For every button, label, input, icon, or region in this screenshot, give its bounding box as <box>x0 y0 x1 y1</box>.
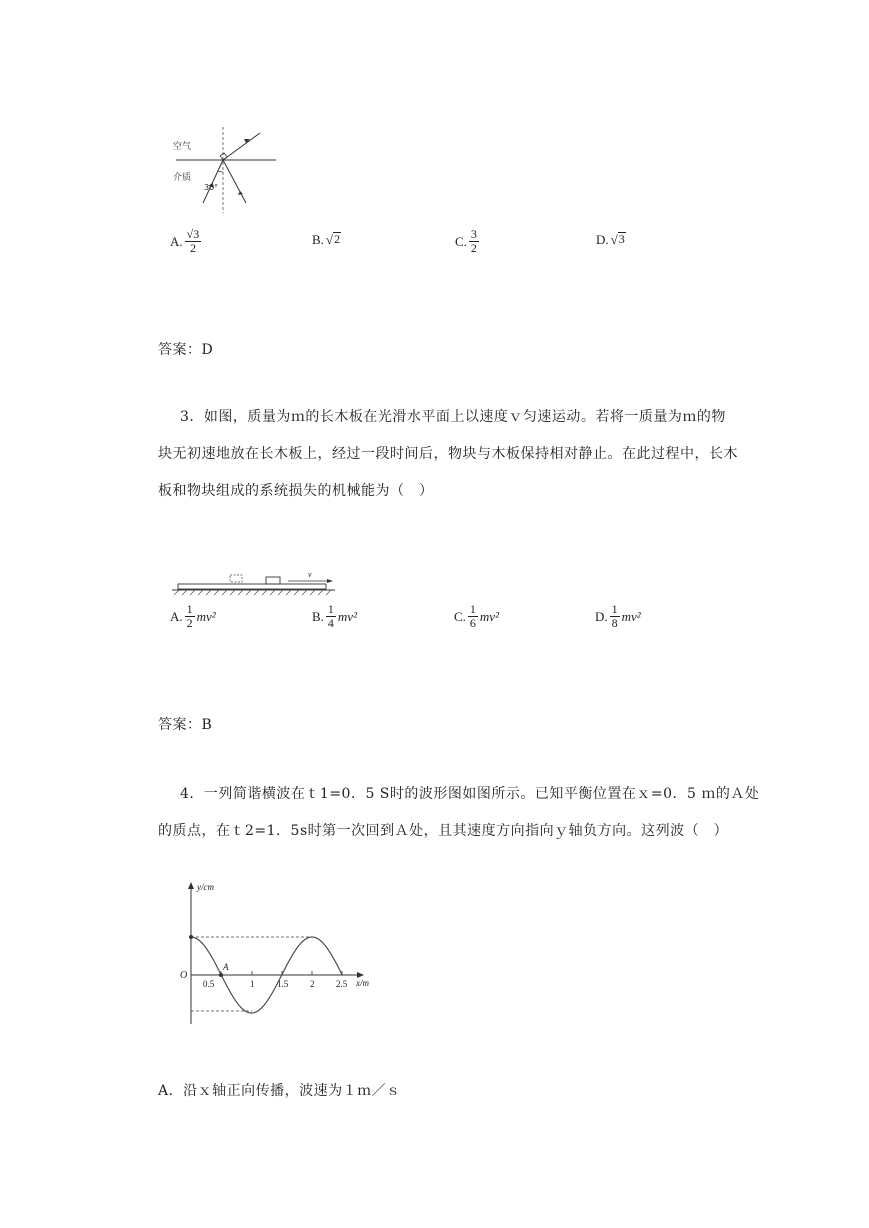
q3-line-1: 3．如图，质量为ｍ的长木板在光滑水平面上以速度ｖ匀速运动。若将一质量为ｍ的物 <box>180 409 726 425</box>
q3-option-c[interactable] <box>454 603 499 630</box>
long-board <box>178 584 326 589</box>
incident-ray <box>203 160 223 203</box>
option-tail: mv² <box>337 608 357 624</box>
q2-answer: 答案：D <box>158 342 214 358</box>
radical: √ 3 <box>610 232 625 247</box>
arrow-head <box>327 579 333 583</box>
fraction <box>469 228 479 255</box>
ground-hatch <box>174 590 331 595</box>
option-letter: A. <box>170 608 183 624</box>
numerator: 1 <box>611 602 618 616</box>
option-letter: B. <box>312 608 324 624</box>
numerator: √3 <box>186 227 200 241</box>
numerator: 1 <box>327 602 334 616</box>
option-letter: D. <box>596 232 609 247</box>
radical: √ 2 <box>325 232 341 247</box>
numerator: 3 <box>470 227 477 241</box>
q3-answer: 答案：B <box>158 717 213 733</box>
q4-line-2: 的质点，在ｔ2=1．5s时第一次回到Ａ处，且其速度方向指向ｙ轴负方向。这列波（ ） <box>158 823 729 839</box>
origin-label: O <box>180 970 188 981</box>
option-letter: D. <box>595 608 608 624</box>
tick-label: 2 <box>310 979 315 989</box>
option-tail: mv² <box>479 608 499 624</box>
denominator: 2 <box>470 241 477 255</box>
denominator: 8 <box>611 616 618 630</box>
wave-graph <box>180 880 380 1030</box>
option-tail: mv² <box>621 608 641 624</box>
angle-arc <box>218 171 223 172</box>
option-letter: A. <box>170 233 183 249</box>
air-label: 空气 <box>173 142 192 152</box>
angle-label: 30° <box>204 183 219 192</box>
fraction <box>610 603 620 630</box>
medium-label: 介质 <box>173 173 192 183</box>
denominator: 4 <box>327 616 334 630</box>
tick-label: 0.5 <box>203 979 215 989</box>
y-axis-arrow <box>188 882 194 889</box>
board-diagram <box>170 572 340 598</box>
block-dashed <box>230 575 242 582</box>
numerator: 1 <box>469 602 476 616</box>
option-letter: C. <box>454 608 466 624</box>
tick-label: 1 <box>250 979 255 989</box>
radicand: 2 <box>334 232 341 246</box>
q2-option-c[interactable] <box>455 228 479 255</box>
velocity-label: v <box>308 570 312 579</box>
q2-option-d[interactable] <box>596 232 626 248</box>
radicand: 3 <box>618 232 625 246</box>
q2-option-a[interactable] <box>170 228 201 255</box>
q3-line-3: 板和物块组成的系统损失的机械能为（ ） <box>158 483 434 499</box>
tick-label: 2.5 <box>336 979 348 989</box>
q3-option-d[interactable] <box>595 603 641 630</box>
refraction-figure <box>168 125 288 215</box>
board-figure <box>170 572 340 598</box>
block <box>266 577 280 584</box>
q3-option-a[interactable] <box>170 603 216 630</box>
x-axis-label: x/m <box>356 978 369 988</box>
fraction <box>468 603 478 630</box>
fraction <box>326 603 336 630</box>
q3-line-2: 块无初速地放在长木板上，经过一段时间后，物块与木板保持相对静止。在此过程中，长木 <box>158 446 738 462</box>
reflected-ray <box>223 160 246 203</box>
q4-option-a[interactable]: A．沿ｘ轴正向传播，波速为１ｍ／ｓ <box>158 1083 401 1099</box>
denominator: 2 <box>186 616 193 630</box>
reflected-arrow <box>238 191 243 195</box>
option-tail: mv² <box>196 608 216 624</box>
wave-start-point <box>189 935 193 939</box>
point-a-label: A <box>223 962 229 972</box>
wave-figure <box>180 880 380 1030</box>
q3-option-b[interactable] <box>312 603 357 630</box>
denominator: 6 <box>469 616 476 630</box>
tick-label: 1.5 <box>277 979 289 989</box>
option-letter: B. <box>312 232 324 247</box>
q2-option-b[interactable] <box>312 232 341 248</box>
option-letter: C. <box>455 233 467 249</box>
numerator: 1 <box>186 602 193 616</box>
y-axis-label: y/cm <box>197 882 214 892</box>
q4-line-1: 4．一列简谐横波在ｔ1=0．5 S时的波形图如图所示。已知平衡位置在ｘ=0．5 ｍ的Ａ处 <box>180 786 760 802</box>
denominator: 2 <box>189 241 196 255</box>
fraction <box>185 603 195 630</box>
fraction <box>185 228 202 255</box>
refracted-ray <box>223 133 260 160</box>
